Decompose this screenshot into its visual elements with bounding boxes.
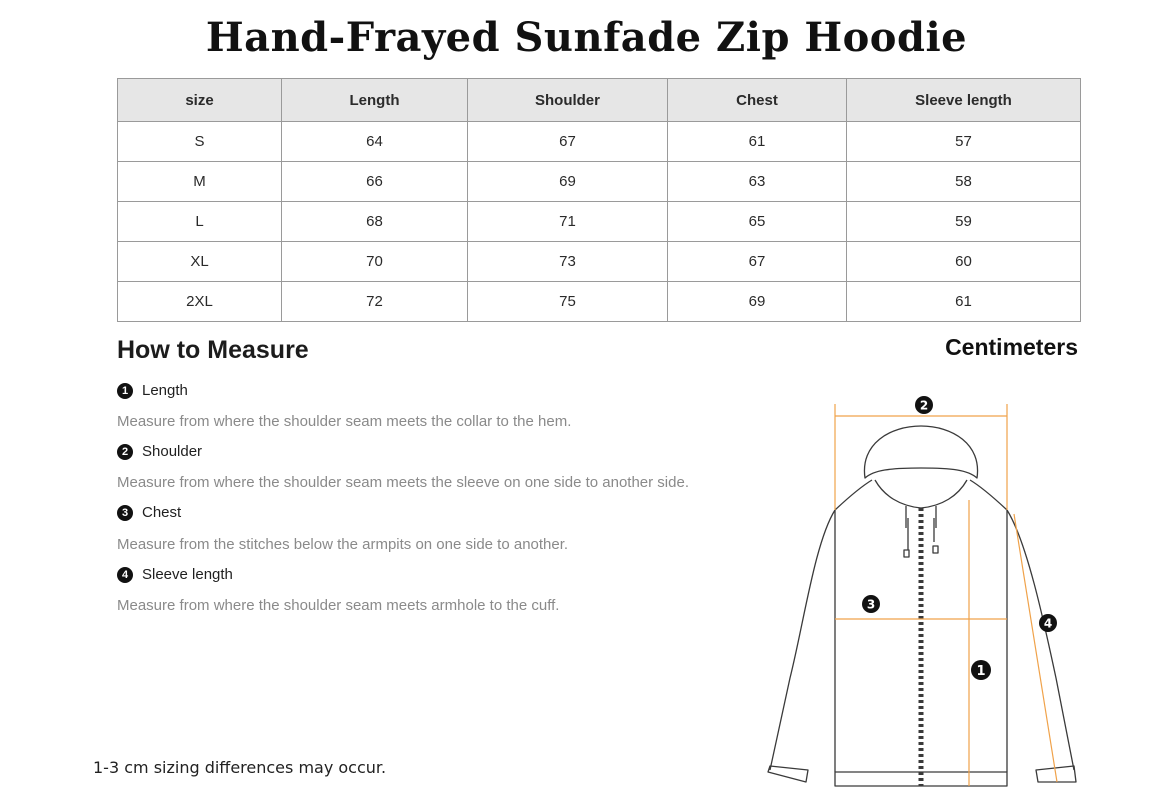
table-cell: 71 [468,202,668,242]
table-cell: 69 [468,162,668,202]
table-cell: S [118,122,282,162]
step-length-description: Measure from where the shoulder seam meets the collar to the hem. [117,413,572,430]
table-cell: 57 [847,122,1081,162]
table-cell: L [118,202,282,242]
measurement-lines [835,404,1057,786]
table-cell: 68 [282,202,468,242]
column-header-chest: Chest [668,79,847,122]
measure-marker-3-icon [862,595,880,613]
table-cell: 2XL [118,282,282,322]
table-row [118,282,1081,322]
table-cell: 70 [282,242,468,282]
table-cell: 69 [668,282,847,322]
step-chest-description: Measure from the stitches below the armpits on one side to another. [117,536,569,553]
step-chest-title [117,504,181,521]
number-badge-icon: 1 [117,383,133,399]
step-label: Chest [142,504,182,521]
step-shoulder-title [117,443,202,460]
table-cell: 67 [468,122,668,162]
table-cell: 63 [668,162,847,202]
svg-text:2: 2 [919,398,929,413]
measure-marker-4-icon [1039,614,1057,632]
number-badge-icon: 4 [117,567,133,583]
table-row [118,162,1081,202]
table-cell: 61 [668,122,847,162]
hoodie-measurement-diagram [760,392,1090,792]
table-row [118,122,1081,162]
table-cell: 58 [847,162,1081,202]
measure-marker-1-icon [971,660,991,680]
step-label: Length [142,382,188,399]
column-header-sleeve-length: Sleeve length [847,79,1081,122]
svg-text:4: 4 [1043,616,1053,631]
svg-text:1: 1 [976,664,986,679]
table-cell: 75 [468,282,668,322]
number-badge-icon: 2 [117,444,133,460]
units-label: Centimeters [945,334,1078,360]
table-cell: 66 [282,162,468,202]
number-badge-icon: 3 [117,505,133,521]
table-header-row [118,79,1081,122]
step-sleeve-length-description: Measure from where the shoulder seam meets armhole to the cuff. [117,597,560,614]
step-length-title [117,382,188,399]
step-shoulder-description: Measure from where the shoulder seam meets the sleeve on one side to another side. [117,474,689,491]
column-header-shoulder: Shoulder [468,79,668,122]
how-to-measure-heading: How to Measure [117,336,309,364]
table-cell: 64 [282,122,468,162]
size-chart-table [117,78,1081,322]
measure-marker-2-icon [915,396,933,414]
table-cell: 73 [468,242,668,282]
column-header-length: Length [282,79,468,122]
table-cell: XL [118,242,282,282]
svg-text:3: 3 [866,597,876,612]
table-cell: 60 [847,242,1081,282]
table-cell: 72 [282,282,468,322]
step-sleeve-length-title [117,566,233,583]
sizing-disclaimer: 1-3 cm sizing differences may occur. [93,758,387,777]
table-row [118,202,1081,242]
table-cell: 59 [847,202,1081,242]
table-cell: M [118,162,282,202]
table-cell: 67 [668,242,847,282]
table-cell: 65 [668,202,847,242]
product-title: Hand-Frayed Sunfade Zip Hoodie [205,14,968,61]
step-label: Shoulder [142,443,203,460]
table-cell: 61 [847,282,1081,322]
table-row [118,242,1081,282]
step-label: Sleeve length [142,566,233,583]
column-header-size: size [118,79,282,122]
